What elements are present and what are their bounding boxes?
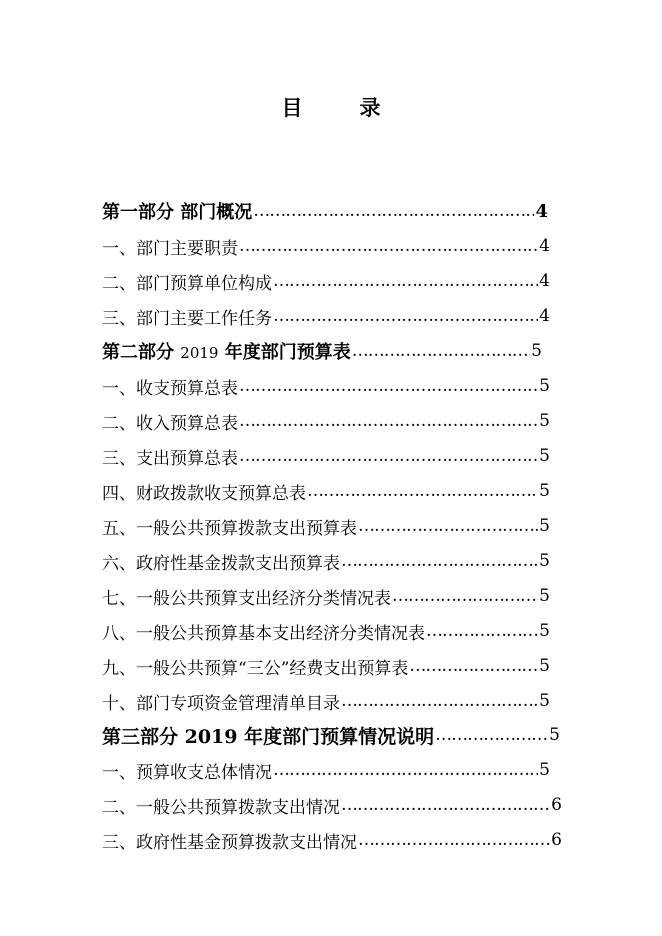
toc-entry-page: 5	[539, 411, 550, 431]
toc-entry-page: 5	[531, 341, 542, 361]
toc-leader-dots	[341, 795, 550, 815]
toc-part-suffix: 年度部门预算表	[218, 342, 351, 363]
toc-entry-label: 三、政府性基金预算拨款支出情况	[102, 832, 357, 853]
toc-leader-dots	[239, 446, 538, 466]
toc-entry[interactable]	[102, 651, 550, 681]
toc-entry-label: 七、一般公共预算支出经济分类情况表	[102, 588, 391, 609]
toc-leader-dots	[273, 306, 538, 326]
toc-entry[interactable]	[102, 231, 550, 261]
toc-leader-dots	[273, 271, 538, 291]
toc-entry[interactable]	[102, 476, 550, 506]
toc-leader-dots	[253, 201, 534, 221]
toc-entry-label: 第一部分 部门概况	[102, 202, 253, 223]
toc-leader-dots	[392, 586, 538, 606]
toc-entry-label: 八、一般公共预算基本支出经济分类情况表	[102, 623, 425, 644]
toc-entry-page: 6	[551, 830, 562, 850]
toc-entry-page: 5	[539, 481, 550, 501]
toc-entry[interactable]	[102, 790, 562, 820]
toc-entry-page: 5	[539, 760, 550, 780]
toc-entry[interactable]	[102, 686, 550, 716]
toc-entry-label: 一、收支预算总表	[102, 378, 238, 399]
toc-leader-dots	[239, 376, 538, 396]
toc-entry-part-1[interactable]	[102, 196, 548, 226]
toc-entry-label: 三、支出预算总表	[102, 448, 238, 469]
toc-leader-dots	[341, 691, 538, 711]
toc-entry-label: 三、部门主要工作任务	[102, 308, 272, 329]
toc-leader-dots	[352, 341, 530, 361]
toc-entry-label: 五、一般公共预算拨款支出预算表	[102, 518, 357, 539]
toc-leader-dots	[307, 481, 538, 501]
toc-entry[interactable]	[102, 825, 562, 855]
toc-entry[interactable]	[102, 511, 550, 541]
toc-entry-page: 5	[539, 551, 550, 571]
toc-entry-label: 二、收入预算总表	[102, 413, 238, 434]
toc-title: 目 录	[281, 95, 399, 120]
toc-entry-label: 十、部门专项资金管理清单目录	[102, 693, 340, 714]
toc-leader-dots	[239, 411, 538, 431]
toc-entry-part-2[interactable]	[102, 336, 542, 366]
toc-entry[interactable]	[102, 616, 550, 646]
toc-entry-page: 5	[539, 516, 550, 536]
toc-entry[interactable]	[102, 266, 550, 296]
toc-entry-page: 5	[539, 621, 550, 641]
toc-leader-dots	[358, 516, 538, 536]
toc-leader-dots	[239, 236, 538, 256]
toc-entry-label: 九、一般公共预算“三公”经费支出预算表	[102, 658, 409, 679]
toc-entry[interactable]	[102, 371, 550, 401]
toc-entry-page: 6	[551, 795, 562, 815]
toc-entry-page: 4	[535, 200, 548, 222]
toc-entry-label: 四、财政拨款收支预算总表	[102, 483, 306, 504]
toc-entry-page: 5	[549, 725, 560, 745]
toc-entry-label: 一、预算收支总体情况	[102, 762, 272, 783]
toc-entry[interactable]	[102, 406, 550, 436]
toc-leader-dots	[273, 760, 538, 780]
toc-entry-label: 第三部分 2019 年度部门预算情况说明	[102, 725, 435, 748]
toc-entry-label: 二、一般公共预算拨款支出情况	[102, 797, 340, 818]
toc-entry[interactable]	[102, 441, 550, 471]
toc-entry[interactable]	[102, 546, 550, 576]
toc-entry-page: 4	[539, 236, 550, 256]
toc-entry-label: 六、政府性基金拨款支出预算表	[102, 553, 340, 574]
toc-leader-dots	[409, 656, 538, 676]
toc-entry-page: 5	[539, 691, 550, 711]
toc-entry-page: 4	[539, 306, 550, 326]
toc-entry-label	[102, 338, 351, 364]
toc-entry-page: 5	[539, 376, 550, 396]
toc-entry-page: 5	[539, 656, 550, 676]
toc-entry-page: 4	[539, 271, 550, 291]
toc-entry[interactable]	[102, 755, 550, 785]
toc-part-year: 2019	[180, 344, 219, 362]
toc-leader-dots	[341, 551, 538, 571]
toc-entry-label: 一、部门主要职责	[102, 238, 238, 259]
toc-leader-dots	[426, 621, 538, 641]
toc-entry-page: 5	[539, 446, 550, 466]
toc-entry-part-3[interactable]	[102, 720, 560, 750]
toc-part-prefix: 第二部分	[102, 342, 181, 363]
toc-entry[interactable]	[102, 581, 550, 611]
toc-leader-dots	[435, 725, 548, 745]
toc-entry[interactable]	[102, 301, 550, 331]
toc-entry-label: 二、部门预算单位构成	[102, 273, 272, 294]
toc-leader-dots	[358, 830, 550, 850]
toc-entry-page: 5	[539, 586, 550, 606]
